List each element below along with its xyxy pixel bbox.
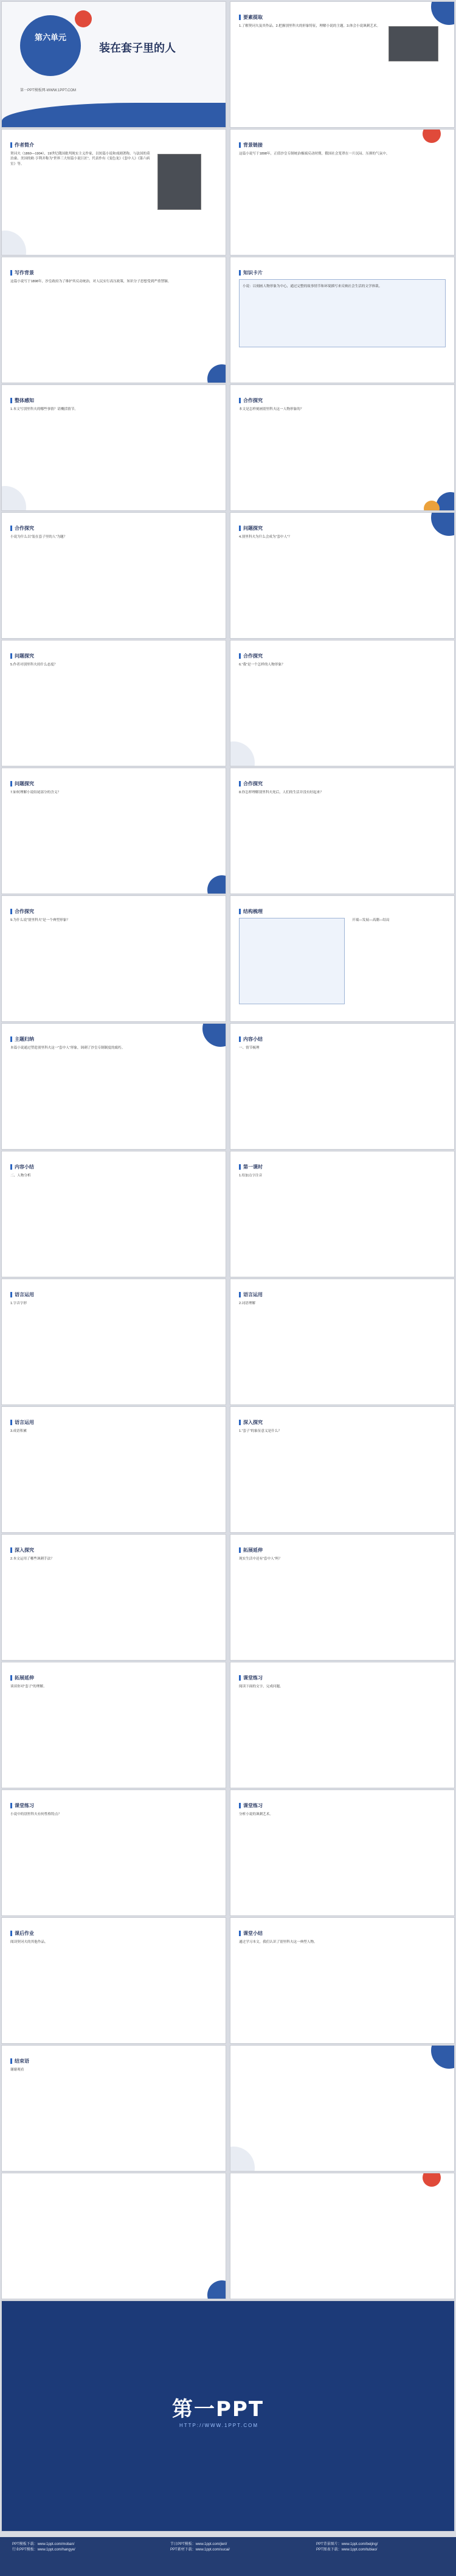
decor-circle — [230, 2147, 255, 2172]
slide-body: 1.字音字形 — [10, 1302, 27, 1305]
decor-circle — [230, 741, 255, 766]
slide-title: 语言运用 — [10, 1419, 34, 1426]
slide-24 — [230, 1406, 455, 1533]
slide-13 — [1, 768, 226, 894]
slide-03 — [1, 129, 226, 255]
slide-title: 第一课时 — [239, 1164, 263, 1170]
decor-circle — [207, 2280, 226, 2299]
slide-body: 1.了解契诃夫及其作品。2.把握别里科夫的形象特征，理解小说的主题。3.体会小说讽刺艺术。 — [239, 24, 381, 28]
slide-title: 深入探究 — [239, 1419, 263, 1426]
slide-27 — [1, 1662, 226, 1788]
slide-29 — [1, 1790, 226, 1916]
end-logo-url: HTTP://WWW.1PPT.COM — [179, 2423, 258, 2428]
slide-body: 4.别里科夫为什么会成为“套中人”？ — [239, 535, 292, 539]
footer-col-left — [12, 2542, 75, 2553]
slide-25 — [1, 1534, 226, 1661]
slide-title: 语言运用 — [10, 1291, 34, 1298]
slide-title: 课堂小结 — [239, 1930, 263, 1937]
slide-body: 谈谈你对“套子”的理解。 — [10, 1685, 47, 1689]
slide-body: 开端—发展—高潮—结局 — [352, 918, 390, 922]
decor-circle — [207, 364, 226, 383]
slide-body: 通过学习本文，我们认识了别里科夫这一典型人物。 — [239, 1940, 317, 1944]
slide-title: 结束语 — [10, 2058, 29, 2064]
slide-18 — [230, 1023, 455, 1150]
slide-10 — [230, 512, 455, 639]
slide-title: 要素提取 — [239, 14, 263, 21]
slide-body: 9.为什么说“别里科夫”是一个典型形象？ — [10, 918, 70, 922]
slide-title: 合作探究 — [239, 780, 263, 787]
slide-body: 本篇小说通过塑造别里科夫这一“套中人”形象，讽刺了沙皇专制制度的腐朽。 — [10, 1046, 125, 1050]
slide-title: 结构梳理 — [239, 908, 263, 915]
slide-body: 1.“套子”的象征意义是什么？ — [239, 1429, 282, 1433]
slide-body: 2.词语理解 — [239, 1302, 256, 1305]
slide-body: 阅读下面的文字，完成问题。 — [239, 1685, 283, 1689]
slide-17 — [1, 1023, 226, 1150]
decor-circle — [1, 231, 26, 255]
cover-slide — [1, 1, 226, 128]
slide-title: 内容小结 — [239, 1036, 263, 1043]
footer-link[interactable]: PPT背景图片：www.1ppt.com/beijing/ — [316, 2543, 378, 2546]
slide-title: 拓展延伸 — [10, 1675, 34, 1681]
slide-title: 背景链接 — [239, 142, 263, 148]
slide-20 — [230, 1151, 455, 1277]
slide-16 — [230, 895, 455, 1022]
slide-body: 1.本文写别里科夫的哪些事情？请概括情节。 — [10, 408, 78, 411]
slide-body: 1.给加点字注音 — [239, 1174, 263, 1178]
footer-link[interactable]: PPT图表下载：www.1ppt.com/tubiao/ — [316, 2548, 378, 2552]
slide-36 — [230, 2173, 455, 2299]
slide-body: 小说为什么以“装在套子里的人”为题？ — [10, 535, 67, 539]
slide-34 — [230, 2045, 455, 2172]
slide-19 — [1, 1151, 226, 1277]
slide-23 — [1, 1406, 226, 1533]
footer-col-right — [316, 2542, 378, 2553]
slide-body: 契诃夫（1860—1904），19世纪俄国批判现实主义作家，以短篇小说和戏剧著称。与法国的莫泊桑、美国的欧·亨利并称为“世界三大短篇小说巨匠”。代表作有《变色龙》《套中人》《第六病室》等。 — [10, 152, 150, 166]
slide-body: 现实生活中还有“套中人”吗？ — [239, 1557, 282, 1561]
slide-body: 3.成语积累 — [10, 1429, 27, 1433]
slide-title: 课堂练习 — [10, 1802, 34, 1809]
cover-dot-shape — [75, 10, 92, 27]
slide-title: 问题探究 — [10, 780, 34, 787]
illustration-image — [389, 26, 438, 61]
cover-unit-label: 第六单元 — [34, 33, 66, 42]
decor-circle — [1, 486, 26, 511]
slide-07 — [1, 384, 226, 511]
slide-title: 拓展延伸 — [239, 1547, 263, 1554]
slide-06 — [230, 257, 455, 383]
slide-title: 课后作业 — [10, 1930, 34, 1937]
slide-body: 小说中的别里科夫有何性格特点？ — [10, 1813, 61, 1816]
slide-body: 这篇小说写于1898年，正值沙皇专制统治极端反动时期，俄国社会笼罩在一片沉闷、压抑的气氛中。 — [239, 152, 390, 156]
slide-title: 主题归纳 — [10, 1036, 34, 1043]
slide-22 — [230, 1279, 455, 1405]
end-logo-text: 第一PPT — [172, 2397, 264, 2422]
cover-circle-shape — [20, 15, 81, 76]
decor-circle — [431, 1, 455, 25]
slide-body: 一、情节梳理 — [239, 1046, 260, 1050]
slide-title: 语言运用 — [239, 1291, 263, 1298]
slide-12 — [230, 640, 455, 766]
decor-circle — [207, 875, 226, 894]
slide-body: 6.“我”是一个怎样的人物形象？ — [239, 663, 285, 667]
slide-title: 作者简介 — [10, 142, 34, 148]
cover-subtitle: 第一PPT模板网-WWW.1PPT.COM — [20, 89, 76, 92]
footer-link[interactable]: PPT素材下载：www.1ppt.com/sucai/ — [170, 2548, 230, 2552]
slide-title: 写作背景 — [10, 269, 34, 276]
slide-31 — [1, 1917, 226, 2044]
end-slide — [1, 2300, 455, 2532]
slide-title: 问题探究 — [239, 525, 263, 532]
slide-35 — [1, 2173, 226, 2299]
slide-15 — [1, 895, 226, 1022]
decor-circle — [431, 2045, 455, 2069]
slide-title: 深入探究 — [10, 1547, 34, 1554]
slide-title: 合作探究 — [239, 653, 263, 659]
slide-33 — [1, 2045, 226, 2172]
footer-col-middle — [170, 2542, 230, 2553]
slide-02 — [230, 1, 455, 128]
slide-title: 课堂练习 — [239, 1802, 263, 1809]
slide-body: 7.如何理解小说结尾部分的含义？ — [10, 791, 61, 794]
knowledge-card-box — [239, 279, 446, 347]
slide-26 — [230, 1534, 455, 1661]
author-portrait — [157, 154, 201, 210]
slide-05 — [1, 257, 226, 383]
slide-title: 知识卡片 — [239, 269, 263, 276]
slide-11 — [1, 640, 226, 766]
slide-body: 谢谢观看 — [10, 2068, 24, 2072]
decor-circle — [431, 512, 455, 536]
footer-link[interactable]: 行业PPT模板：www.1ppt.com/hangye/ — [12, 2548, 75, 2552]
decor-circle — [202, 1023, 226, 1047]
slide-32 — [230, 1917, 455, 2044]
slide-04 — [230, 129, 455, 255]
slide-14 — [230, 768, 455, 894]
slide-title: 合作探究 — [10, 525, 34, 532]
slide-28 — [230, 1662, 455, 1788]
slide-21 — [1, 1279, 226, 1405]
end-logo-background — [2, 2301, 454, 2531]
slide-body: 二、人物分析 — [10, 1174, 31, 1178]
slide-title: 合作探究 — [239, 397, 263, 404]
slide-body: 分析小说的讽刺艺术。 — [239, 1813, 273, 1816]
slide-09 — [1, 512, 226, 639]
slide-body: 小说：以刻画人物形象为中心，通过完整的故事情节和环境描写来反映社会生活的文学体裁。 — [243, 285, 382, 288]
slide-body: 2.本文运用了哪些讽刺手法？ — [10, 1557, 54, 1561]
footer-link[interactable]: 节日PPT模板：www.1ppt.com/jieri/ — [170, 2543, 227, 2546]
slide-08 — [230, 384, 455, 511]
page-footer — [0, 2537, 456, 2576]
cover-title: 装在套子里的人 — [99, 42, 176, 54]
slide-body: 5.作者对别里科夫持什么态度？ — [10, 663, 58, 667]
slide-title: 内容小结 — [10, 1164, 34, 1170]
structure-diagram-box — [239, 918, 345, 1004]
slide-title: 课堂练习 — [239, 1675, 263, 1681]
footer-link[interactable]: PPT模板下载：www.1ppt.com/moban/ — [12, 2543, 75, 2546]
slide-title: 合作探究 — [10, 908, 34, 915]
slide-body: 这篇小说写于1898年，沙皇政府为了维护其反动统治，对人民实行高压政策，知识分子思想受到严重禁锢。 — [10, 280, 171, 283]
decor-circle — [423, 2173, 441, 2187]
slide-body: 阅读契诃夫的其他作品。 — [10, 1940, 48, 1944]
slide-30 — [230, 1790, 455, 1916]
slide-body: 本文是怎样刻画别里科夫这一人物形象的？ — [239, 408, 304, 411]
slide-body: 8.你怎样理解别里科夫死后，人们的生活并没有好起来？ — [239, 791, 323, 794]
decor-circle — [423, 129, 441, 143]
slide-title: 整体感知 — [10, 397, 34, 404]
slide-title: 问题探究 — [10, 653, 34, 659]
